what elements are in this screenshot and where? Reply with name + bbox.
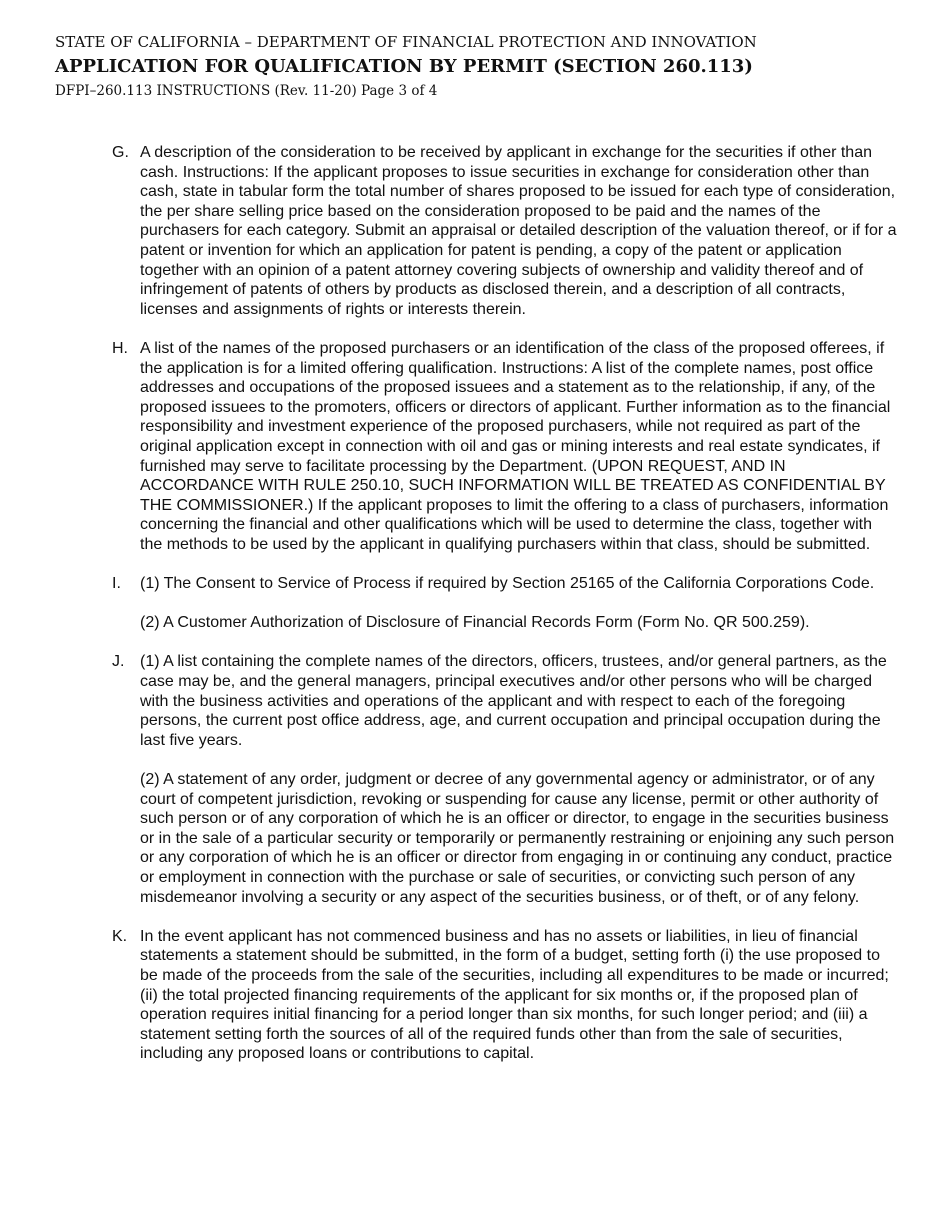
item-letter: G. — [112, 144, 129, 161]
subitem-2: (2) A Customer Authorization of Disclosure of Financial Records Form (Form No. QR 500.259). — [140, 614, 810, 632]
item-content — [140, 652, 897, 907]
item-text: A list of the names of the proposed purchasers or an identification of the class of the proposed offerees, if the application is for a limited offering qualification. Instructions: A list of the complete names, post office addresses and occupations of the proposed issuees and a statement as to the relationship, if any, of the proposed issuees to the promoters, officers or directors of applicant. Further information as to the financial responsibility and investment experience of the proposed purchasers, while not required as part of the original application except in connection with oil and gas or mining interests and real estate syndicates, if furnished may serve to facilitate processing by the Department. (UPON REQUEST, AND IN ACCORDANCE WITH RULE 250.10, SUCH INFORMATION WILL BE TREATED AS CONFIDENTIAL BY THE COMMISSIONER.) If the applicant proposes to limit the offering to a class of purchasers, information concerning the financial and other qualifications which will be used to determine the class, together with the methods to be used by the applicant in qualifying purchasers within that class, should be submitted. — [140, 339, 891, 553]
instruction-item-k — [112, 927, 897, 1064]
item-letter: I. — [112, 575, 121, 593]
item-letter: K. — [112, 927, 128, 945]
subitem-2: (2) A statement of any order, judgment or decree of any governmental agency or administrator, or of any court of competent jurisdiction, revoking or suspending for cause any license, permit or other authority of such person or of any corporation of which he is an officer or director, to engage in the securities business or in the sale of a particular security or temporarily or permanently restraining or enjoining any such person or any corporation of which he is an officer or director from engaging in or continuing any conduct, practice or employment in connection with the purchase or sale of securities, or convicting such person of any misdemeanor involving a security or any aspect of the securities business, or of theft, or of any felony. — [140, 771, 895, 906]
subitem-1 — [140, 574, 897, 594]
subitem-number: (1) — [140, 575, 160, 593]
item-text: A description of the consideration to be received by applicant in exchange for the securities if other than cash. Instructions: If the applicant proposes to issue securities in exchange for consideration other than cash, state in tabular form the total number of shares proposed to be issued for each type of consideration, the per share selling price based on the consideration proposed to be paid and the names of the purchasers for each category. Submit an appraisal or detailed description of the valuation thereof, or if for a patent or invention for which an application for patent is pending, a copy of the patent or application together with an opinion of a patent attorney covering subjects of ownership and validity thereof and of infringement of patents of others by products as disclosed therein, and a description of all contracts, licenses and assignments of rights or interests therein. — [140, 144, 897, 318]
form-page-info: DFPI–260.113 INSTRUCTIONS (Rev. 11-20) Page 3 of 4 — [55, 83, 438, 99]
instructions-body — [112, 143, 897, 1084]
instruction-item-g — [112, 143, 897, 319]
instruction-item-j — [112, 652, 897, 907]
item-letter: J. — [112, 653, 125, 671]
subitem-text: The Consent to Service of Process if required by Section 25165 of the California Corporations Code. — [163, 575, 875, 593]
document-header — [55, 32, 757, 101]
item-text: In the event applicant has not commenced business and has no assets or liabilities, in lieu of financial statements a statement should be submitted, in the form of a budget, setting forth (i) the use proposed to be made of the proceeds from the sale of the securities, including all expenditures to be made or incurred; (ii) the total projected financing requirements of the applicant for six months or, if the proposed plan of operation requires initial financing for a period longer than six months, for such longer period; and (iii) a statement setting forth the sources of all of the required funds other than from the sale of securities, including any proposed loans or contributions to capital. — [140, 927, 889, 1063]
instruction-item-h — [112, 339, 897, 555]
item-letter: H. — [112, 339, 128, 357]
subitem-1: (1) A list containing the complete names of the directors, officers, trustees, and/or general partners, as the case may be, and the general managers, principal executives and/or other persons who will be charged with the business activities and operations of the applicant and with respect to each of the foregoing persons, the current post office address, age, and current occupation and principal occupation during the last five years. — [140, 653, 887, 749]
form-title: APPLICATION FOR QUALIFICATION BY PERMIT (SECTION 260.113) — [55, 56, 753, 77]
item-content — [140, 574, 897, 633]
agency-name: STATE OF CALIFORNIA – DEPARTMENT OF FINANCIAL PROTECTION AND INNOVATION — [55, 33, 757, 51]
instruction-item-i — [112, 574, 897, 633]
